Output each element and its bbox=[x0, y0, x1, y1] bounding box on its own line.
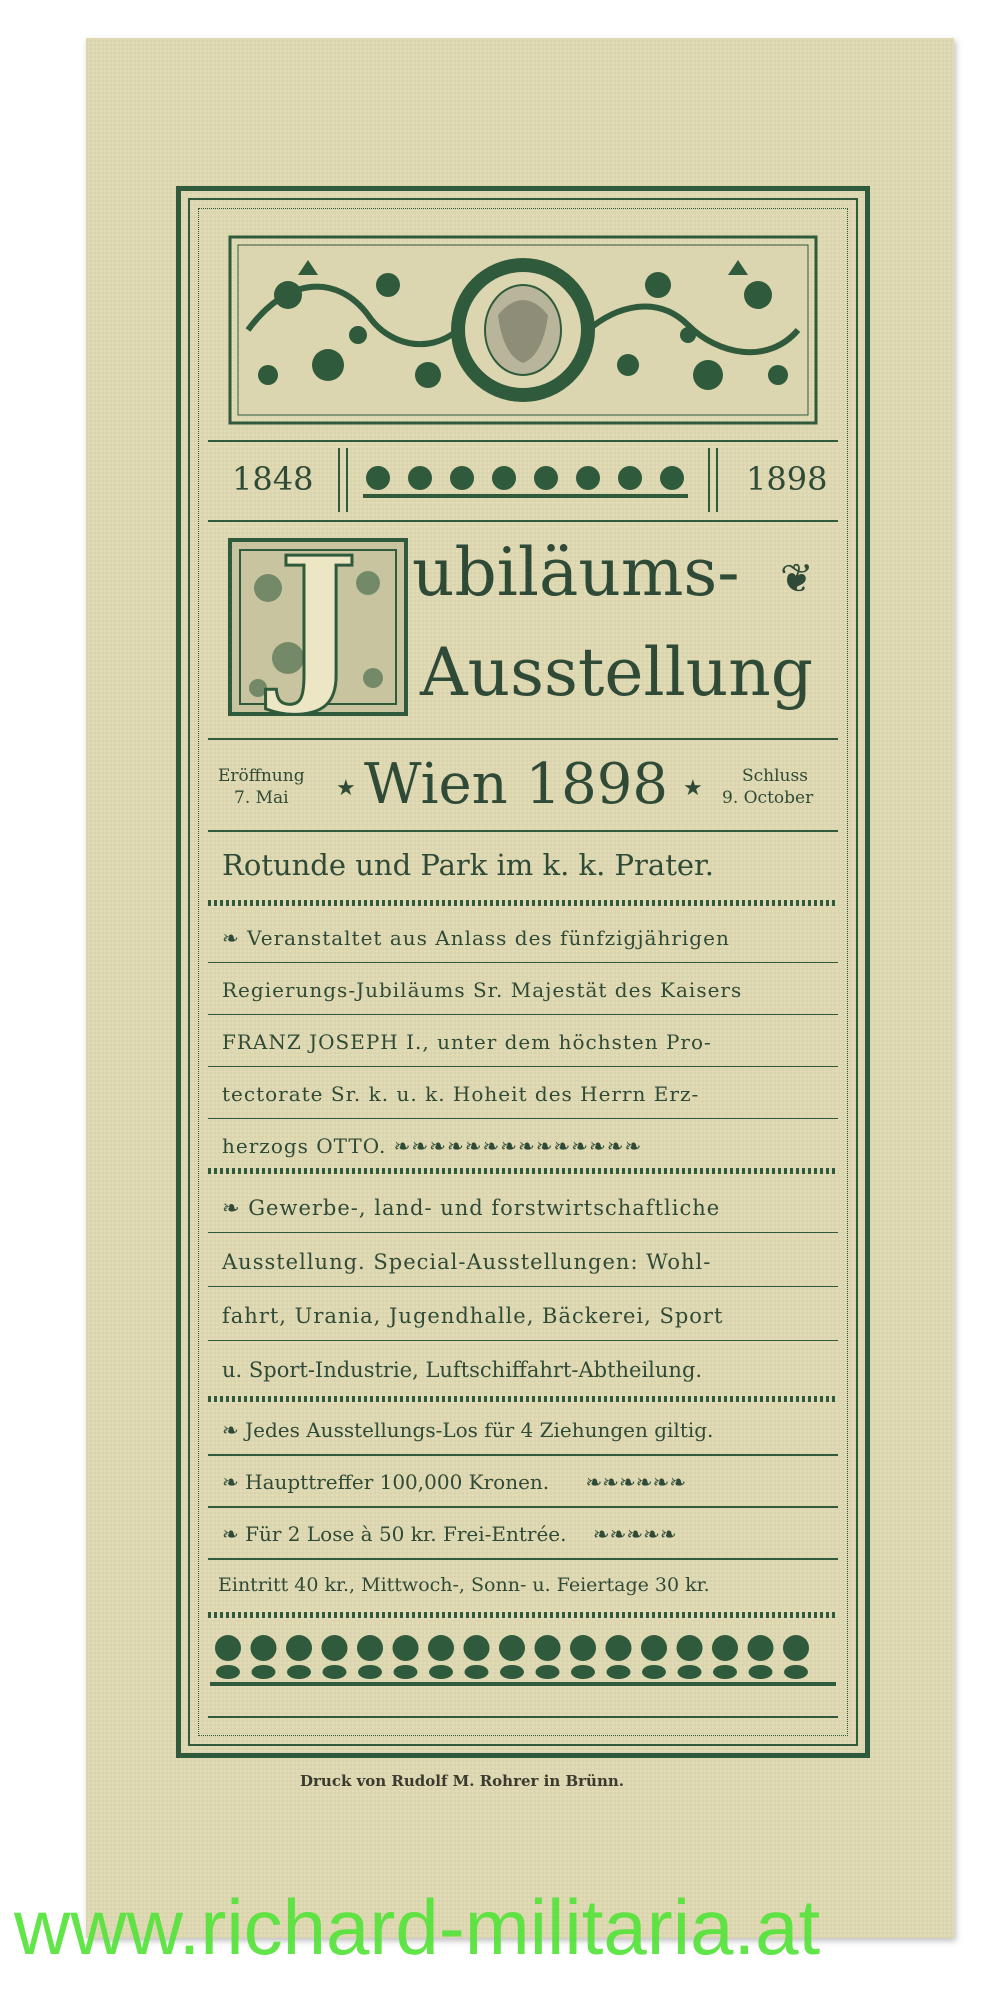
year-start: 1848 bbox=[232, 460, 314, 498]
lottery-line: ❧ Jedes Ausstellungs-Los für 4 Ziehungen giltig. bbox=[222, 1418, 714, 1442]
flower-ornament bbox=[606, 1635, 632, 1661]
leaf-ornament bbox=[394, 1665, 418, 1679]
flower-ornament bbox=[748, 1635, 774, 1661]
para2-line-4: u. Sport-Industrie, Luftschiffahrt-Abtheilung. bbox=[222, 1358, 703, 1382]
printer-credit: Druck von Rudolf M. Rohrer in Brünn. bbox=[300, 1772, 624, 1790]
ornamental-header bbox=[228, 235, 818, 425]
flower-border-bottom bbox=[210, 1628, 836, 1702]
star-left-icon: ★ bbox=[336, 776, 356, 801]
leaf-ornament bbox=[749, 1665, 773, 1679]
para2-line-3: fahrt, Urania, Jugendhalle, Bäckerei, Sport bbox=[222, 1304, 724, 1328]
main-prize-line: ❧ Haupttreffer 100,000 Kronen. ❧❧❧❧❧❧ bbox=[222, 1470, 687, 1494]
leaf-ornament bbox=[642, 1665, 666, 1679]
para2-line-1: ❧ Gewerbe-, land- und forstwirtschaftliche bbox=[222, 1196, 721, 1220]
leaf-ornament bbox=[216, 1665, 240, 1679]
leaf-ornament bbox=[500, 1665, 524, 1679]
leaf-ornament bbox=[607, 1665, 631, 1679]
para1-line-3: FRANZ JOSEPH I., unter dem höchsten Pro- bbox=[222, 1030, 712, 1054]
city-year: Wien 1898 bbox=[364, 752, 669, 817]
watermark: www.richard-militaria.at bbox=[14, 1883, 821, 1971]
lots-offer-line: ❧ Für 2 Lose à 50 kr. Frei-Entrée. ❧❧❧❧❧ bbox=[222, 1522, 677, 1546]
flower-ornament bbox=[428, 1635, 454, 1661]
leaf-ornament bbox=[358, 1665, 382, 1679]
flower-ornament bbox=[215, 1635, 241, 1661]
flower-ornament bbox=[535, 1635, 561, 1661]
para2-line-2: Ausstellung. Special-Ausstellungen: Wohl- bbox=[222, 1250, 712, 1274]
closing-label: Schluss bbox=[742, 766, 808, 786]
flower-ornament bbox=[464, 1635, 490, 1661]
opening-date: 7. Mai bbox=[234, 788, 289, 808]
leaf-ornament bbox=[252, 1665, 276, 1679]
leaf-ornament bbox=[713, 1665, 737, 1679]
leaf-ornament bbox=[678, 1665, 702, 1679]
flower-ornament bbox=[677, 1635, 703, 1661]
title-line-2: Ausstellung bbox=[420, 634, 813, 711]
title-line-1: ubiläums- bbox=[412, 534, 740, 611]
opening-label: Eröffnung bbox=[218, 766, 305, 786]
leaf-ornament bbox=[465, 1665, 489, 1679]
leaf-ornament bbox=[429, 1665, 453, 1679]
title-initial: J bbox=[278, 520, 359, 720]
admission-line: Eintritt 40 kr., Mittwoch-, Sonn- u. Feiertage 30 kr. bbox=[218, 1574, 710, 1596]
leaf-ornament bbox=[536, 1665, 560, 1679]
star-right-icon: ★ bbox=[683, 776, 703, 801]
para1-line-2: Regierungs-Jubiläums Sr. Majestät des Kaisers bbox=[222, 978, 743, 1002]
flower-ornament bbox=[712, 1635, 738, 1661]
flower-ornament bbox=[641, 1635, 667, 1661]
flower-ornament bbox=[570, 1635, 596, 1661]
flower-ornament bbox=[357, 1635, 383, 1661]
flower-ornament bbox=[393, 1635, 419, 1661]
flower-ornament bbox=[286, 1635, 312, 1661]
venue-line: Rotunde und Park im k. k. Prater. bbox=[222, 848, 714, 882]
leaf-ornament bbox=[571, 1665, 595, 1679]
flower-ornament bbox=[322, 1635, 348, 1661]
year-end: 1898 bbox=[746, 460, 828, 498]
flower-ornament bbox=[499, 1635, 525, 1661]
leaf-ornament bbox=[287, 1665, 311, 1679]
para1-line-1: ❧ Veranstaltet aus Anlass des fünfzigjährigen bbox=[222, 926, 730, 950]
leaf-ornament bbox=[323, 1665, 347, 1679]
flower-row-ornament bbox=[358, 456, 698, 506]
flower-ornament bbox=[783, 1635, 809, 1661]
closing-date: 9. October bbox=[722, 788, 814, 808]
para1-line-4: tectorate Sr. k. u. k. Hoheit des Herrn Erz- bbox=[222, 1082, 700, 1106]
para1-line-5: herzogs OTTO. ❧❧❧❧❧❧❧❧❧❧❧❧❧❧ bbox=[222, 1134, 643, 1158]
flower-ornament bbox=[251, 1635, 277, 1661]
leaf-ornament bbox=[784, 1665, 808, 1679]
title-flourish-icon: ❦ bbox=[780, 556, 814, 602]
